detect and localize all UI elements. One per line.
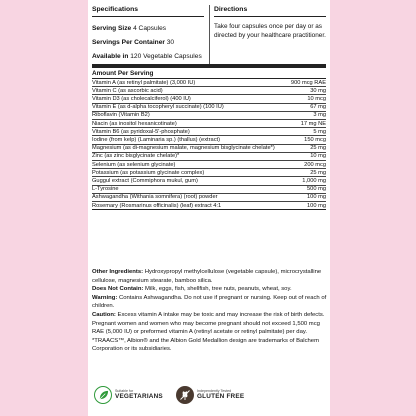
nutrient-name: Vitamin D3 (as cholecalciferol) (400 IU) xyxy=(92,95,191,102)
table-row xyxy=(92,194,326,202)
vegetarian-badge-caption: Suitable for xyxy=(115,389,134,393)
nutrient-name: Zinc (as zinc bisglycinate chelate)* xyxy=(92,153,180,160)
nutrient-amount: 200 mcg xyxy=(304,161,326,168)
gluten-free-badge xyxy=(176,386,244,404)
nutrient-name: Niacin (as inositol hexanicotinate) xyxy=(92,120,177,127)
nutrient-name: Guggul extract (Commiphora mukul, gum) xyxy=(92,177,198,184)
table-row xyxy=(92,186,326,194)
nutrient-name: Vitamin C (as ascorbic acid) xyxy=(92,87,163,94)
nutrient-amount: 150 mcg xyxy=(304,136,326,143)
table-row xyxy=(92,136,326,144)
table-row xyxy=(92,153,326,161)
table-row xyxy=(92,202,326,210)
nutrient-table xyxy=(92,69,326,210)
nutrient-amount: 10 mg xyxy=(310,153,326,160)
available-in: Available in 120 Vegetable Capsules xyxy=(92,53,202,60)
vegetarian-badge-title: VEGETARIANS xyxy=(115,392,163,400)
warning: Warning: Contains Ashwagandha. Do not use if pregnant or nursing. Keep out of reach of children. xyxy=(92,294,327,310)
nutrient-amount: 500 mg xyxy=(307,186,326,193)
nutrient-name: Iodine (from kelp) (Laminaria sp.) (thallus) (extract) xyxy=(92,136,221,143)
supplement-facts-panel xyxy=(88,0,330,416)
caution: Caution: Excess vitamin A intake may be toxic and may increase the risk of birth defects. Pregnant women and women who may become pregnant should not exceed 1,500 mcg RAE (5,000 IU) or preformed vitamin A (retinyl acetate or retinyl palmitate) per day. xyxy=(92,311,325,336)
table-row xyxy=(92,112,326,120)
nutrient-name: Riboflavin (Vitamin B2) xyxy=(92,112,150,119)
table-row xyxy=(92,120,326,128)
nutrient-amount: 100 mg xyxy=(307,194,326,201)
nutrient-amount: 3 mg xyxy=(313,112,326,119)
table-row xyxy=(92,169,326,177)
table-row xyxy=(92,145,326,153)
nutrient-name: Vitamin A (as retinyl palmitate) (3,000 IU) xyxy=(92,79,196,86)
specifications-rule xyxy=(92,16,204,17)
table-row xyxy=(92,87,326,95)
serving-size: Serving Size 4 Capsules xyxy=(92,25,167,32)
nutrient-name: Ashwagandha (Withania somnifera) (root) powder xyxy=(92,194,218,201)
nutrient-amount: 25 mg xyxy=(310,145,326,152)
directions-section xyxy=(214,6,326,40)
table-row xyxy=(92,95,326,103)
trademark-note: *TRAACS™, Albion® and the Albion Gold Medallion design are trademarks of Balchem Corporation or its subsidiaries. xyxy=(92,337,319,353)
nutrient-amount: 10 mcg xyxy=(307,95,326,102)
nutrient-name: Potassium (as potassium glycinate complex) xyxy=(92,169,205,176)
nutrient-amount: 17 mg NE xyxy=(300,120,326,127)
nutrient-name: L-Tyrosine xyxy=(92,186,119,193)
nutrient-amount: 25 mg xyxy=(310,169,326,176)
servings-per-container: Servings Per Container 30 xyxy=(92,39,175,46)
section-divider xyxy=(209,5,210,64)
gluten-free-badge-title: GLUTEN FREE xyxy=(197,392,245,400)
notes-section xyxy=(92,268,328,354)
leaf-icon xyxy=(94,386,112,404)
other-ingredients: Other Ingredients: Hydroxypropyl methylcellulose (vegetable capsule), microcrystalline cellulose, magnesium stearate, bamboo silica. xyxy=(92,269,322,284)
table-header: Amount Per Serving xyxy=(92,69,326,79)
directions-heading: Directions xyxy=(214,6,248,13)
nutrient-amount: 30 mg xyxy=(310,87,326,94)
thick-rule xyxy=(92,64,326,68)
directions-rule xyxy=(214,16,326,17)
wheat-icon xyxy=(176,386,194,404)
gluten-free-badge-caption: Independently Tested xyxy=(197,389,232,393)
table-row xyxy=(92,79,326,87)
table-row xyxy=(92,161,326,169)
table-row xyxy=(92,177,326,185)
nutrient-amount: 1,000 mg xyxy=(302,177,326,184)
nutrient-name: Magnesium (as di-magnesium malate, magnesium bisglycinate chelate*) xyxy=(92,145,275,152)
nutrient-name: Rosemary (Rosmarinus officinalis) (leaf) extract 4:1 xyxy=(92,202,222,209)
does-not-contain: Does Not Contain: Milk, eggs, fish, shellfish, tree nuts, peanuts, wheat, soy. xyxy=(92,286,292,293)
vegetarian-badge xyxy=(94,386,163,404)
table-row xyxy=(92,128,326,136)
nutrient-amount: 100 mg xyxy=(307,202,326,209)
nutrient-name: Selenium (as selenium glycinate) xyxy=(92,161,176,168)
nutrient-amount: 5 mg xyxy=(313,128,326,135)
table-rows xyxy=(92,79,326,210)
nutrient-amount: 67 mg xyxy=(310,104,326,111)
directions-text: Take four capsules once per day or as directed by your healthcare practitioner. xyxy=(214,23,326,39)
table-row xyxy=(92,104,326,112)
nutrient-amount: 900 mcg RAE xyxy=(290,79,326,86)
specifications-heading: Specifications xyxy=(92,6,139,13)
specifications-section xyxy=(92,6,202,58)
nutrient-name: Vitamin E (as d-alpha tocopheryl succinate) (100 IU) xyxy=(92,104,224,111)
nutrient-name: Vitamin B6 (as pyridoxal-5'-phosphate) xyxy=(92,128,190,135)
